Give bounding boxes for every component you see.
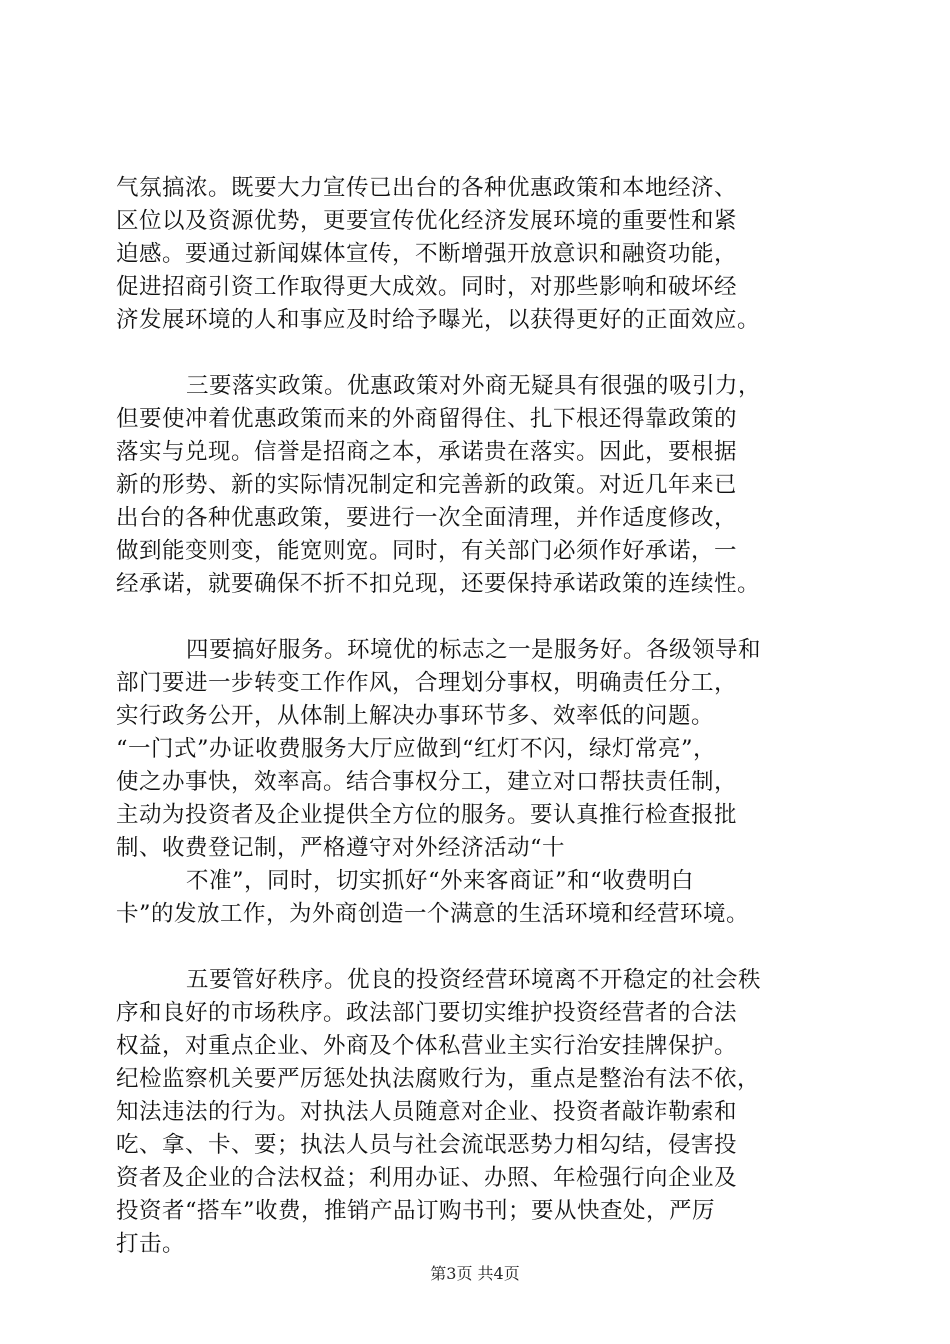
paragraph-gap [116,931,850,964]
text-line: 四要搞好服务。环境优的标志之一是服务好。各级领导和 [186,637,762,663]
text-line: 使之办事快，效率高。结合事权分工，建立对口帮扶责任制， [116,769,738,795]
text-line: 打击。 [116,1231,186,1257]
text-line: 三要落实政策。优惠政策对外商无疑具有很强的吸引力， [186,373,762,399]
text-line: 投资者“搭车”收费，推销产品订购书刊；要从快查处，严厉 [116,1198,716,1224]
text-line: 区位以及资源优势，更要宣传优化经济发展环境的重要性和紧 [116,208,738,234]
text-line: “一门式”办证收费服务大厅应做到“红灯不闪，绿灯常亮”， [116,736,717,762]
text-line: 制、收费登记制，严格遵守对外经济活动“十 [116,835,566,861]
text-line: 序和良好的市场秩序。政法部门要切实维护投资经营者的合法 [116,1000,738,1026]
text-line: 资者及企业的合法权益；利用办证、办照、年检强行向企业及 [116,1165,738,1191]
text-line: 不准”，同时，切实抓好“外来客商证”和“收费明白 [186,868,695,894]
text-line: 落实与兑现。信誉是招商之本，承诺贵在落实。因此，要根据 [116,439,738,465]
text-line: 实行政务公开，从体制上解决办事环节多、效率低的问题。 [116,703,715,729]
text-line: 气氛搞浓。既要大力宣传已出台的各种优惠政策和本地经济、 [116,175,738,201]
text-line: 做到能变则变，能宽则宽。同时，有关部门必须作好承诺，一 [116,538,738,564]
paragraph-gap [116,337,850,370]
paragraph-publicity [116,172,850,337]
paragraph-improve-service [116,634,850,931]
text-line: 出台的各种优惠政策，要进行一次全面清理，并作适度修改， [116,505,738,531]
paragraph-gap [116,601,850,634]
text-line: 促进招商引资工作取得更大成效。同时，对那些影响和破坏经 [116,274,738,300]
text-line: 迫感。要通过新闻媒体宣传，不断增强开放意识和融资功能， [116,241,738,267]
text-line: 权益，对重点企业、外商及个体私营业主实行治安挂牌保护。 [116,1033,738,1059]
text-line: 卡”的发放工作，为外商创造一个满意的生活环境和经营环境。 [116,901,750,927]
text-line: 济发展环境的人和事应及时给予曝光，以获得更好的正面效应。 [116,307,761,333]
paragraph-manage-order [116,964,850,1261]
page-number-footer: 第3页 共4页 [430,1264,520,1283]
text-line: 五要管好秩序。优良的投资经营环境离不开稳定的社会秩 [186,967,762,993]
text-line: 经承诺，就要确保不折不扣兑现，还要保持承诺政策的连续性。 [116,571,761,597]
text-line: 新的形势、新的实际情况制定和完善新的政策。对近几年来已 [116,472,738,498]
text-line: 知法违法的行为。对执法人员随意对企业、投资者敲诈勒索和 [116,1099,738,1125]
text-line: 主动为投资者及企业提供全方位的服务。要认真推行检查报批 [116,802,738,828]
paragraph-implement-policy [116,370,850,601]
text-line: 吃、拿、卡、要；执法人员与社会流氓恶势力相勾结，侵害投 [116,1132,738,1158]
document-body [116,172,850,1261]
text-line: 部门要进一步转变工作作风，合理划分事权，明确责任分工， [116,670,738,696]
text-line: 纪检监察机关要严厉惩处执法腐败行为，重点是整治有法不依， [116,1066,761,1092]
text-line: 但要使冲着优惠政策而来的外商留得住、扎下根还得靠政策的 [116,406,738,432]
